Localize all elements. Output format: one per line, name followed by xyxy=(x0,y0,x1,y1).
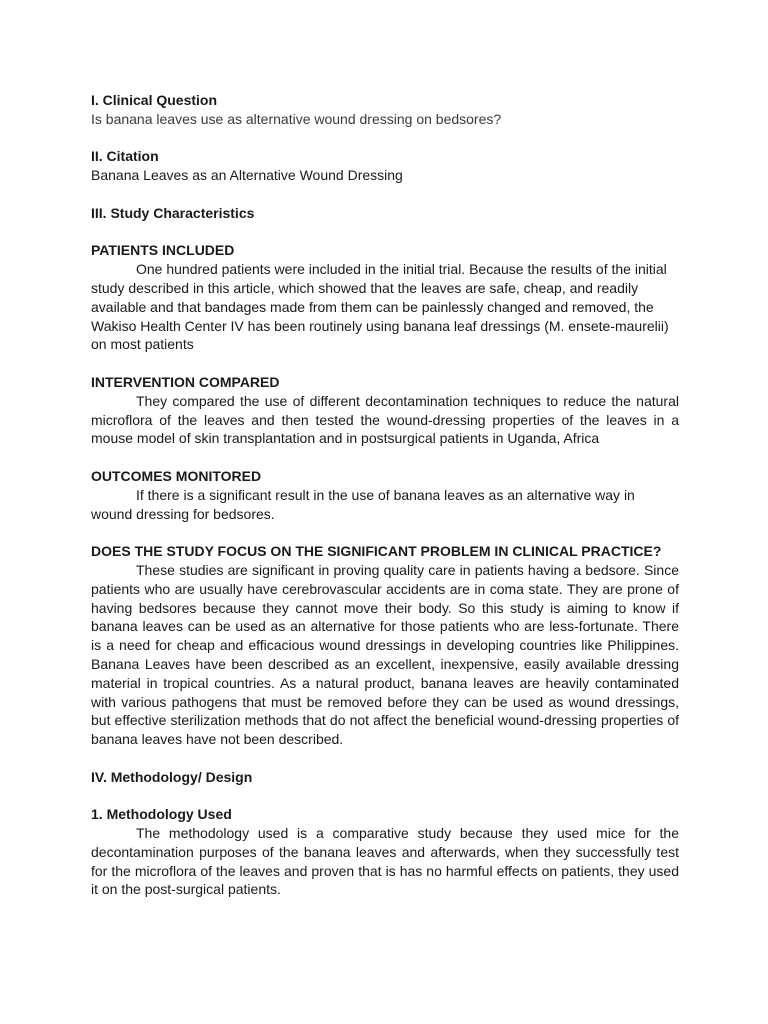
patients-included-heading: PATIENTS INCLUDED xyxy=(91,242,235,259)
spacer xyxy=(91,786,679,805)
document-page xyxy=(91,91,679,899)
spacer xyxy=(91,223,679,242)
spacer xyxy=(91,354,679,373)
intervention-compared-text: They compared the use of different decontamination techniques to reduce the natural microflora of the leaves and then tested the wound-dressing properties of the leaves in a mouse model of skin transplantation and in postsurgical patients in Uganda, Africa xyxy=(91,392,679,447)
methodology-used-heading: 1. Methodology Used xyxy=(91,806,232,823)
citation-text: Banana Leaves as an Alternative Wound Dressing xyxy=(91,167,403,184)
significant-problem-heading: DOES THE STUDY FOCUS ON THE SIGNIFICANT PROBLEM IN CLINICAL PRACTICE? xyxy=(91,543,662,560)
spacer xyxy=(91,448,679,467)
spacer xyxy=(91,523,679,542)
clinical-question-heading: I. Clinical Question xyxy=(91,92,218,108)
citation-heading: II. Citation xyxy=(91,148,159,165)
study-characteristics-heading: III. Study Characteristics xyxy=(91,204,255,221)
patients-included-text: One hundred patients were included in the initial trial. Because the results of the initial study described in this article, which showed that the leaves are safe, cheap, and readily available and that bandages made from them can be painlessly changed and removed, the Wakiso Health Center IV has been routinely using banana leaf dressings (M. ensete-maurelii) on most patients xyxy=(91,261,669,353)
significant-problem-text: These studies are significant in proving quality care in patients having a bedsore. Since patients who are usually have cerebrovascular accidents are in coma state. They are prone of having bedsores because they cannot move their body. So this study is aiming to know if banana leaves can be used as an alternative for those patients who are less-fortunate. There is a need for cheap and efficacious wound dressings in developing countries like Philippines. Banana Leaves have been described as an excellent, inexpensive, easily available dressing material in tropical countries. As a natural product, banana leaves are heavily contaminated with various pathogens that must be removed before they can be used as wound dressings, but effective sterilization methods that do not affect the beneficial wound-dressing properties of banana leaves have not been described. xyxy=(91,561,679,748)
methodology-used-text: The methodology used is a comparative study because they used mice for the decontamination purposes of the banana leaves and afterwards, when they successfully test for the microflora of the leaves and proven that is has no harmful effects on patients, they used it on the post-surgical patients. xyxy=(91,825,679,898)
outcomes-monitored-text: If there is a significant result in the use of banana leaves as an alternative way in wound dressing for bedsores. xyxy=(91,486,635,522)
spacer xyxy=(91,749,679,768)
spacer xyxy=(91,129,679,148)
methodology-design-heading: IV. Methodology/ Design xyxy=(91,768,253,785)
outcomes-monitored-heading: OUTCOMES MONITORED xyxy=(91,467,262,484)
intervention-compared-heading: INTERVENTION COMPARED xyxy=(91,373,280,390)
spacer xyxy=(91,185,679,204)
clinical-question-text: Is banana leaves use as alternative wound dressing on bedsores? xyxy=(91,110,502,127)
